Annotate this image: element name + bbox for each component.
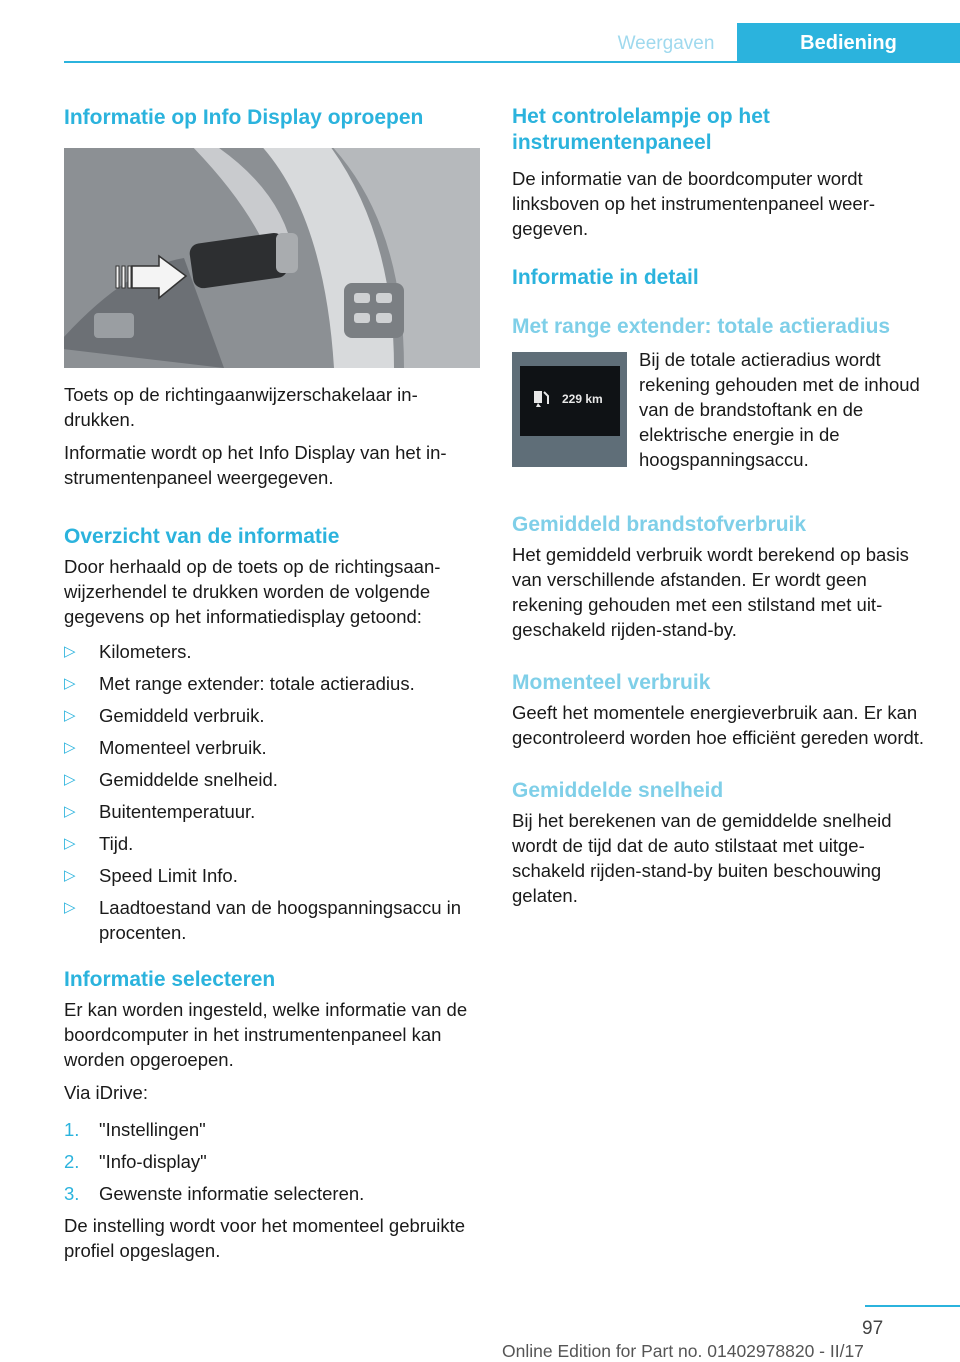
current-consumption-text: Geeft het momentele energieverbruik aan. Er kan gecontroleerd worden hoe efficiënt gereden wordt. xyxy=(512,702,925,748)
fuel-electric-icon xyxy=(532,388,552,408)
list-item: ▷ Speed Limit Info. xyxy=(64,865,238,886)
avg-speed-text: Bij het berekenen van de gemiddelde snelheid wordt de tijd dat de auto stilstaat met uitgeschakeld rijden-stand-by buiten beschouwing gelaten. xyxy=(512,810,892,906)
avg-fuel-text: Het gemiddeld verbruik wordt berekend op basis van verschillende afstanden. Er wordt geen rekening gehouden met een stilstand met uitgeschakeld rijden-stand-by. xyxy=(512,544,909,640)
overview-heading: Overzicht van de informatie xyxy=(64,525,340,548)
steering-column-photo xyxy=(64,148,480,368)
list-item: ▷ Gemiddeld verbruik. xyxy=(64,705,265,726)
list-item: ▷ Kilometers. xyxy=(64,641,192,662)
right-column xyxy=(512,100,928,908)
range-figure xyxy=(512,349,928,472)
avg-speed-heading: Gemiddelde snelheid xyxy=(512,779,724,802)
list-item: 3. Gewenste informatie selecteren. xyxy=(64,1183,365,1204)
list-item: 1. "Instellingen" xyxy=(64,1119,206,1140)
display-description: Informatie wordt op het Info Display van het instrumentenpaneel weergegeven. xyxy=(64,442,447,488)
triangle-bullet-icon: ▷ xyxy=(64,835,76,852)
list-item: ▷ Met range extender: totale actieradius. xyxy=(64,673,415,694)
detail-heading: Informatie in detail xyxy=(512,266,699,289)
triangle-bullet-icon: ▷ xyxy=(64,771,76,788)
header-tab-bediening[interactable]: Bediening xyxy=(737,23,960,63)
list-item: ▷ Gemiddelde snelheid. xyxy=(64,769,278,790)
current-consumption-heading: Momenteel verbruik xyxy=(512,671,711,694)
range-value: 229 km xyxy=(562,392,603,406)
indicator-intro: De informatie van de boordcomputer wordt linksboven op het instrumentenpaneel weergegeven. xyxy=(512,168,876,239)
steering-lever-illustration xyxy=(64,148,480,368)
footer-divider xyxy=(865,1305,960,1307)
triangle-bullet-icon: ▷ xyxy=(64,675,76,692)
edition-footer: Online Edition for Part no. 01402978820 - II/17 xyxy=(502,1341,864,1361)
list-item: 2. "Info-display" xyxy=(64,1151,207,1172)
via-idrive: Via iDrive: xyxy=(64,1082,148,1103)
overview-list xyxy=(64,639,480,945)
triangle-bullet-icon: ▷ xyxy=(64,803,76,820)
list-item: ▷ Momenteel verbruik. xyxy=(64,737,267,758)
range-text: Bij de totale actieradius wordt rekening gehouden met de inhoud van de brandstoftank en de elektrische energie in de hoogspanningsaccu. xyxy=(639,349,920,470)
header-tab-weergaven[interactable]: Weergaven xyxy=(617,33,715,54)
triangle-bullet-icon: ▷ xyxy=(64,867,76,884)
list-item: ▷ Tijd. xyxy=(64,833,134,854)
avg-fuel-heading: Gemiddeld brandstofverbruik xyxy=(512,513,807,536)
select-intro: Er kan worden ingesteld, welke informatie van de boordcomputer in het instrumentenpaneel kan worden opgeroepen. xyxy=(64,999,468,1070)
triangle-bullet-icon: ▷ xyxy=(64,707,76,724)
range-display-image xyxy=(512,352,627,467)
triangle-bullet-icon: ▷ xyxy=(64,739,76,756)
left-column xyxy=(64,100,480,1263)
section-title-info-display: Informatie op Info Display oproepen xyxy=(64,106,424,129)
list-item: ▷ Buitentemperatuur. xyxy=(64,801,256,822)
triangle-bullet-icon: ▷ xyxy=(64,643,76,660)
triangle-bullet-icon: ▷ xyxy=(64,899,76,916)
list-item: ▷ Laadtoestand van de hoogspanningsaccu in procenten. xyxy=(64,897,462,943)
closing-note: De instelling wordt voor het momenteel gebruikte profiel opgeslagen. xyxy=(64,1215,466,1261)
range-heading: Met range extender: totale actieradius xyxy=(512,315,891,338)
instrument-display xyxy=(520,366,620,436)
select-heading: Informatie selecteren xyxy=(64,968,276,991)
press-instruction: Toets op de richtingaanwijzerschakelaar indrukken. xyxy=(64,384,418,430)
page-number: 97 xyxy=(862,1318,884,1339)
section-title-indicator: Het controlelampje op het instrumentenpaneel xyxy=(512,105,770,154)
overview-intro: Door herhaald op de toets op de richtingsaanwijzerhendel te drukken worden de volgende gegevens op het informatiedisplay getoond: xyxy=(64,556,441,627)
steps-list xyxy=(64,1117,480,1206)
